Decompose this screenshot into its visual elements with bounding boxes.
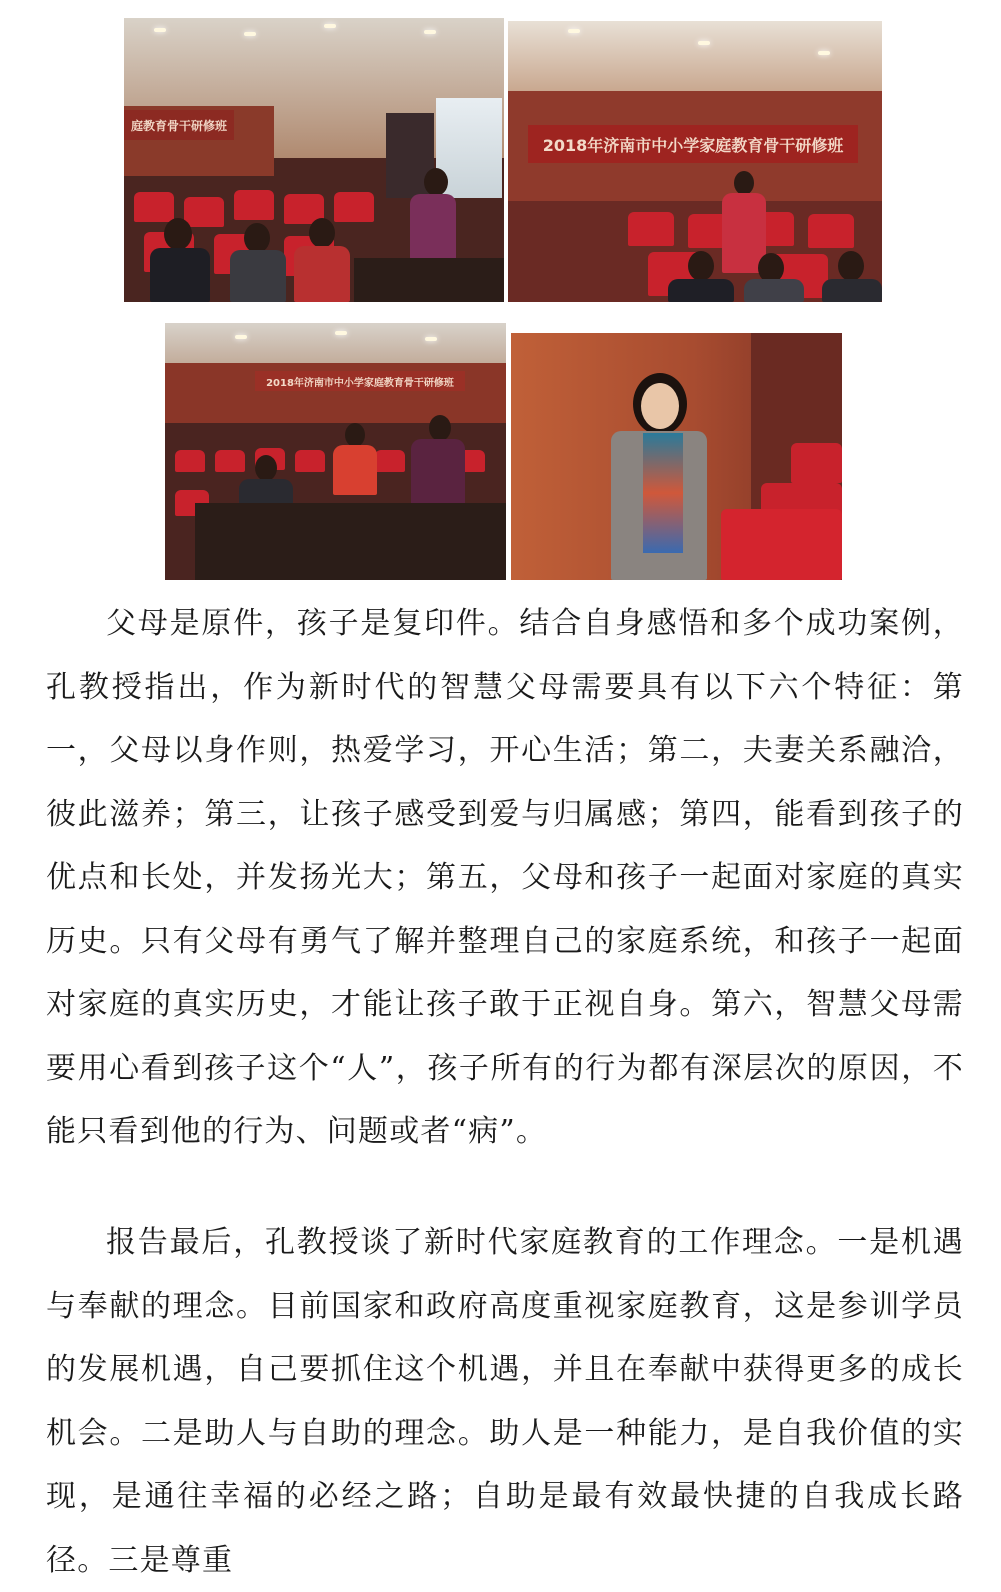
banner-text: 庭教育骨干研修班 — [124, 110, 234, 140]
paragraph-six-traits: 父母是原件，孩子是复印件。结合自身感悟和多个成功案例，孔教授指出，作为新时代的智慧父母需要具有以下六个特征：第一，父母以身作则，热爱学习，开心生活；第二，夫妻关系融洽，彼此滋养；第三，让孩子感受到爱与归属感；第四，能看到孩子的优点和长处，并发扬光大；第五，父母和孩子一起面对家庭的真实历史。只有父母有勇气了解并整理自己的家庭系统，和孩子一起面对家庭的真实历史，才能让孩子敢于正视自身。第六，智慧父母需要用心看到孩子这个“人”，孩子所有的行为都有深层次的原因，不能只看到他的行为、问题或者“病”。 — [46, 606, 964, 1149]
banner-text: 2018年济南市中小学家庭教育骨干研修班 — [528, 125, 858, 163]
photo-classroom-1 — [124, 18, 504, 302]
paragraph-work-concepts: 报告最后，孔教授谈了新时代家庭教育的工作理念。一是机遇与奉献的理念。目前国家和政府高度重视家庭教育，这是参训学员的发展机遇，自己要抓住这个机遇，并且在奉献中获得更多的成长机会。二是助人与自助的理念。助人是一种能力，是自我价值的实现，是通往幸福的必经之路；自助是最有效最快捷的自我成长路径。三是尊重 — [46, 1225, 964, 1578]
photo-speaker — [511, 333, 842, 580]
banner-text: 2018年济南市中小学家庭教育骨干研修班 — [255, 371, 465, 391]
photo-classroom-2 — [508, 21, 882, 302]
photo-classroom-3 — [165, 323, 506, 580]
